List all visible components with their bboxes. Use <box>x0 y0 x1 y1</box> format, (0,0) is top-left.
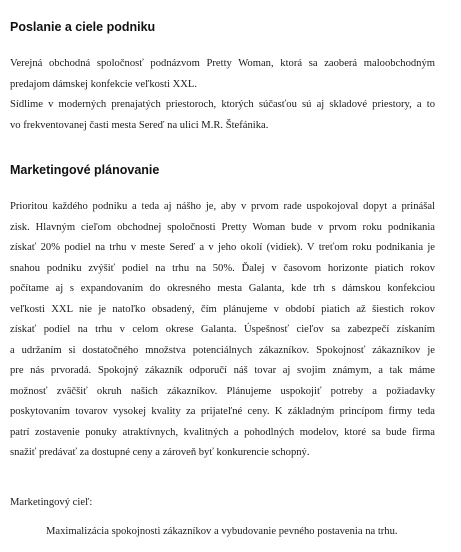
paragraph-line: Prioritou každého podniku a teda aj nášho je, aby v prvom rade uspokojoval dopyt a prinášal <box>10 201 435 212</box>
paragraph-line: získať 20% podiel na trhu v meste Sereď a v jeho okolí (vidiek). V treťom roku podnikania je <box>10 242 435 253</box>
paragraph-line: vo frekventovanej časti mesta Sereď na ulici M.R. Štefánika. <box>10 119 269 131</box>
paragraph-line: predajom dámskej konfekcie veľkosti XXL. <box>10 78 197 90</box>
paragraph-line: zisk. Hlavným cieľom obchodnej spoločnosti Pretty Woman bude v prvom roku podnikania <box>10 221 435 233</box>
goal-label-text: Marketingový cieľ: <box>10 497 93 508</box>
paragraph-line: Verejná obchodná spoločnosť podnázvom Pretty Woman, ktorá sa zaoberá maloobchodným <box>10 58 435 69</box>
marketing-goal-label <box>10 493 435 514</box>
paragraph-line: možnosť zväčšiť okruh našich zákazníkov. Plánujeme uspokojiť potreby a požiadavky <box>10 385 435 397</box>
paragraph-line: poskytovaním tovarov vysokej kvality za prijateľné ceny. K základným princípom firmy teda <box>10 406 435 417</box>
mission-paragraph <box>10 54 435 136</box>
paragraph-line: snahou podniku zvýšiť podiel na trhu na 50%. Ďalej v časovom horizonte piatich rokov <box>10 262 435 274</box>
section-heading-mission: Poslanie a ciele podniku <box>10 20 156 34</box>
paragraph-line: a udržaním si dostatočného množstva potenciálnych zákazníkov. Spokojnosť zákazníkov je <box>10 344 435 356</box>
marketing-paragraph <box>10 197 435 464</box>
marketing-goal <box>46 522 441 543</box>
paragraph-line: Sídlime v moderných prenajatých priestoroch, ktorých súčasťou sú aj skladové priestory, a to <box>10 99 435 110</box>
goal-text: Maximalizácia spokojnosti zákazníkov a vybudovanie pevného postavenia na trhu. <box>46 526 398 537</box>
paragraph-line: patrí zostavenie ponuky atraktívnych, kvalitných a pohodlných modelov, ktoré sa bude firma <box>10 426 435 438</box>
paragraph-line: získať podiel na trhu v celom okrese Galanta. Úspešnosť cieľov sa zabezpečí získaním <box>10 324 435 335</box>
paragraph-line: pre nás prvoradá. Spokojný zákazník odporučí náš tovar aj svojim známym, a tak máme <box>10 365 435 376</box>
paragraph-line: počítame aj s expandovaním do okresného mesta Galanta, kde trh s dámskou konfekciou <box>10 283 435 294</box>
paragraph-line: veľkosti XXL nie je natoľko obsadený, čím plánujeme v období piatich až šiestich rokov <box>10 303 435 315</box>
paragraph-line: snažiť predávať za dostupné ceny a zároveň byť konkurencie schopný. <box>10 447 310 458</box>
section-heading-marketing: Marketingové plánovanie <box>10 163 160 177</box>
